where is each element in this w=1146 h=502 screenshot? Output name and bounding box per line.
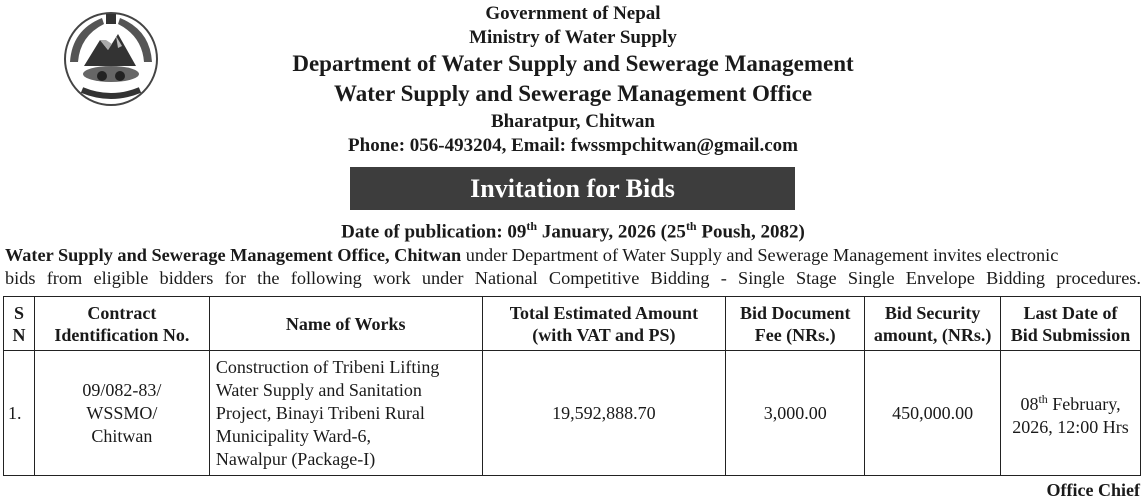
cell-security: 450,000.00: [865, 351, 1001, 476]
header-fee: Bid Document Fee (NRs.): [726, 297, 865, 351]
cell-fee: 3,000.00: [726, 351, 865, 476]
table-row: [4, 351, 1141, 476]
publication-date: Date of publication: 09th January, 2026 (25th Poush, 2082): [341, 219, 805, 243]
government-name: Government of Nepal: [485, 3, 661, 24]
office-address: Bharatpur, Chitwan: [490, 111, 655, 132]
contact-info: Phone: 056-493204, Email: fwssmpchitwan@gmail.com: [348, 135, 798, 156]
header-amount: Total Estimated Amount (with VAT and PS): [482, 297, 726, 351]
header-works: Name of Works: [209, 297, 482, 351]
header-last-date: Last Date of Bid Submission: [1001, 297, 1141, 351]
cell-contract-id: 09/082-83/ WSSMO/ Chitwan: [34, 351, 209, 476]
header-sn: S N: [4, 297, 35, 351]
bid-table: [3, 296, 1141, 476]
table-header-row: [4, 297, 1141, 351]
ministry-name: Ministry of Water Supply: [469, 27, 677, 48]
header-security: Bid Security amount, (NRs.): [865, 297, 1001, 351]
header-contract-id: Contract Identification No.: [34, 297, 209, 351]
invitation-paragraph: Water Supply and Sewerage Management Office, Chitwan under Department of Water Supply and Sewerage Management invites electronic bids from eligible bidders for the following work under National Competitive Bidding - Single Stage Single Envelope Bidding procedures.: [5, 245, 1141, 288]
cell-last-date: 08th February, 2026, 12:00 Hrs: [1001, 351, 1141, 476]
cell-amount: 19,592,888.70: [482, 351, 726, 476]
cell-works: Construction of Tribeni Lifting Water Supply and Sanitation Project, Binayi Tribeni Rural Municipality Ward-6, Nawalpur (Package-I): [209, 351, 482, 476]
office-name: Water Supply and Sewerage Management Office: [333, 81, 813, 106]
signatory: Office Chief: [1046, 480, 1140, 500]
letterhead: [0, 4, 1146, 160]
notice-title-banner: Invitation for Bids: [350, 167, 795, 210]
cell-sn: 1.: [4, 351, 35, 476]
office-bold-name: Water Supply and Sewerage Management Office, Chitwan: [5, 245, 462, 265]
department-name: Department of Water Supply and Sewerage Management: [292, 51, 854, 76]
